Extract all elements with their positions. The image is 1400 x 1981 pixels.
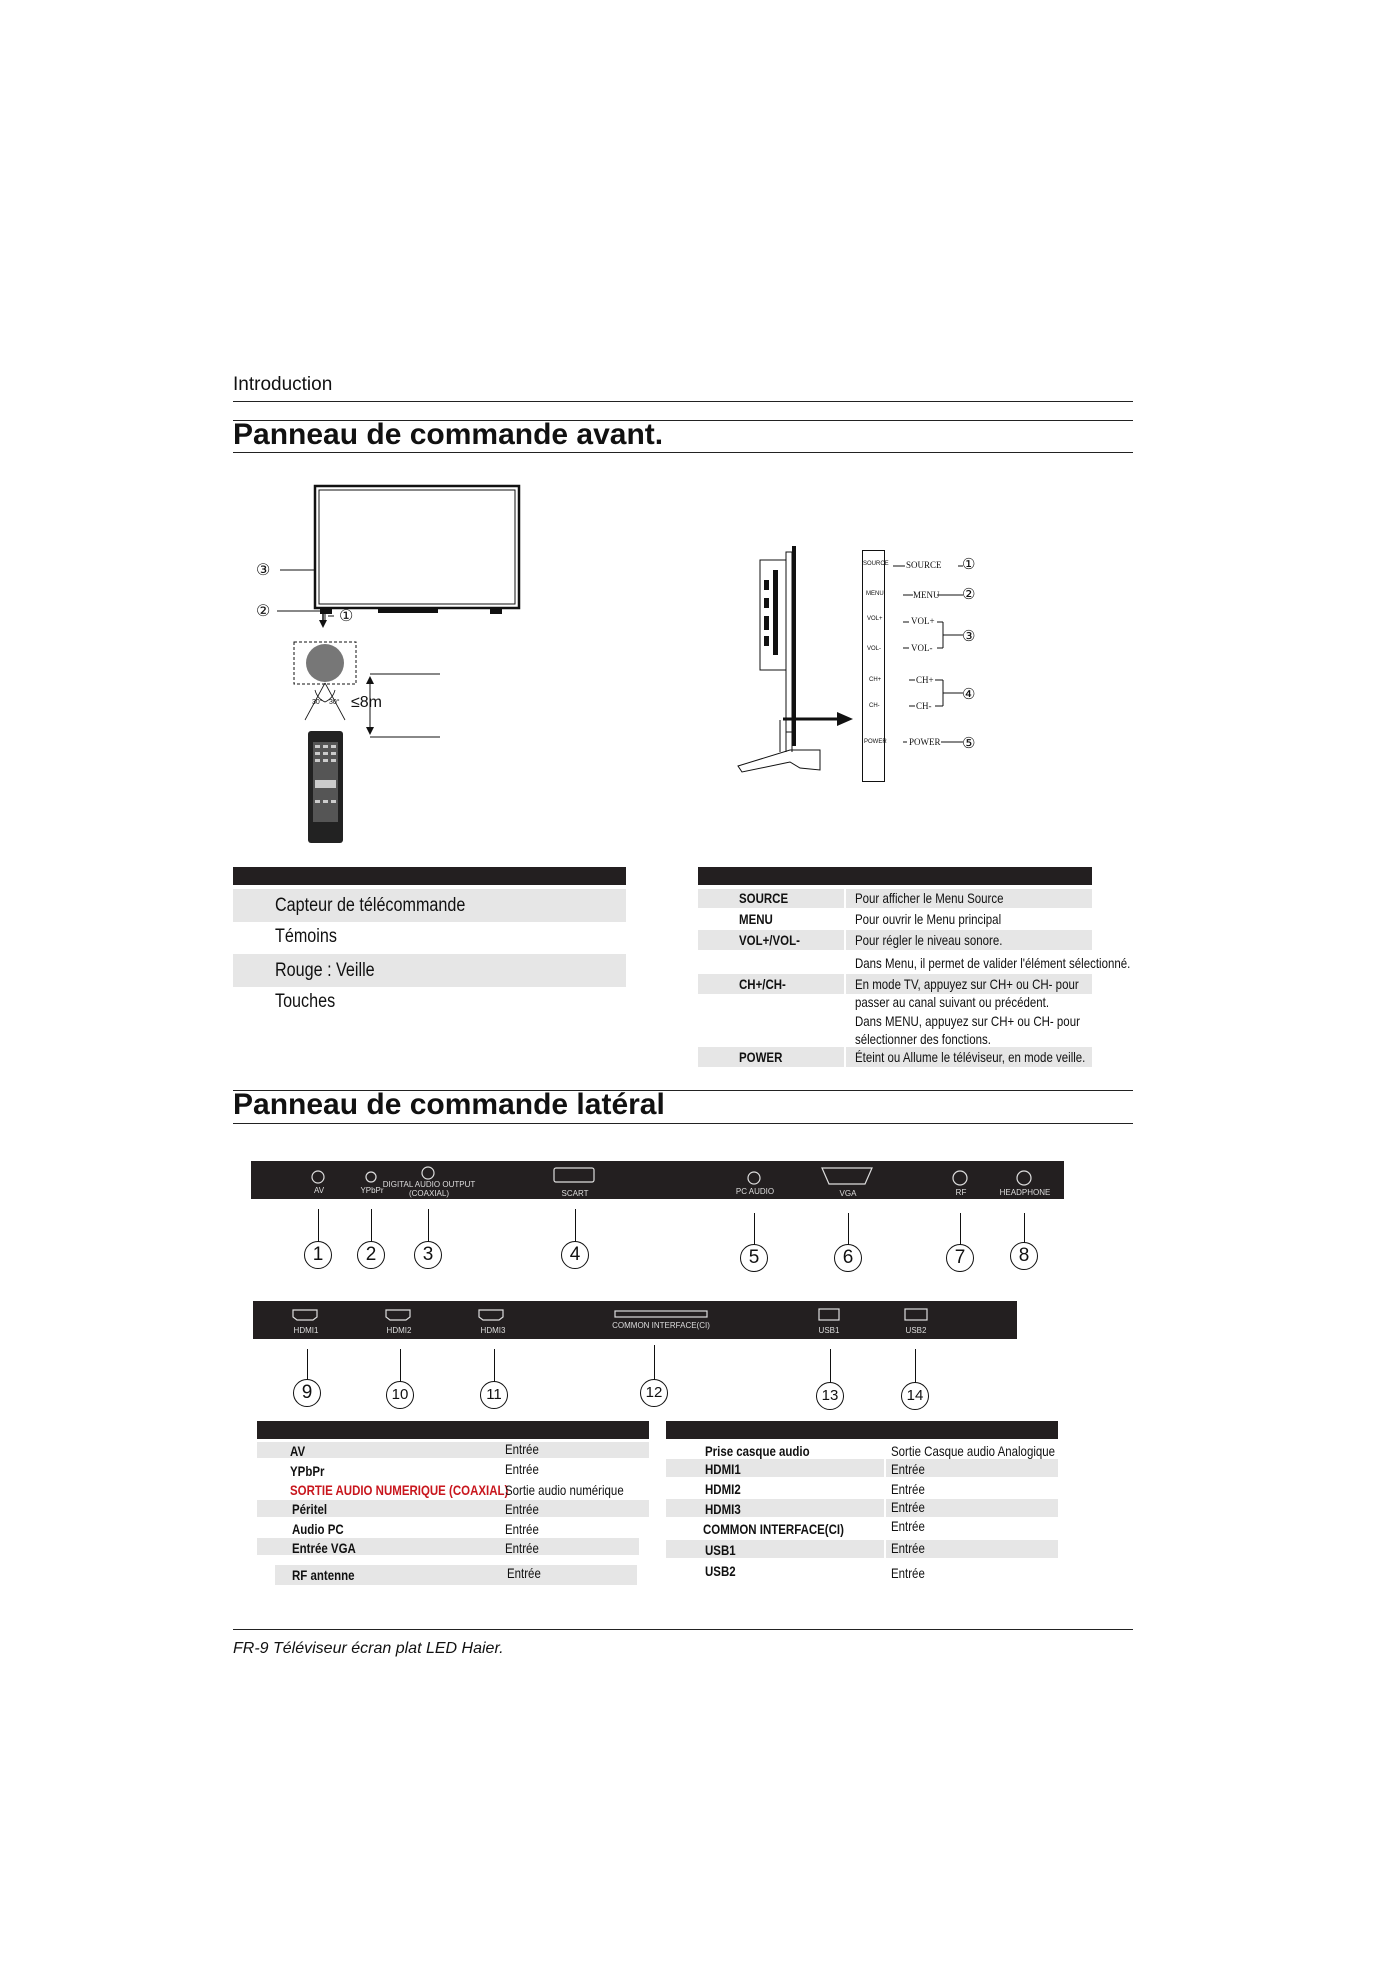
side-desc-hdmi1: Entrée [891, 1461, 925, 1477]
callout-num-5: ⑤ [962, 735, 976, 752]
callout-menu: MENU [913, 590, 940, 600]
desc-power: Éteint ou Allume le téléviseur, en mode veille. [855, 1049, 1086, 1065]
side-callout-lines [893, 556, 993, 756]
leader-10 [400, 1349, 401, 1382]
section-label: Introduction [233, 374, 333, 395]
leader-13 [830, 1349, 831, 1383]
side-key-usb1: USB1 [705, 1542, 736, 1558]
side-key-rf: RF antenne [292, 1567, 355, 1583]
callout-num-4: ④ [962, 686, 976, 703]
callout-num-3: ③ [962, 628, 976, 645]
port-pc-audio: PC AUDIO [735, 1187, 775, 1196]
side-button-vol-down: VOL- [867, 646, 882, 652]
distance-label: ≤8m [351, 694, 383, 711]
callout-ch-down: CH- [916, 701, 932, 711]
front-panel-title: Panneau de commande avant. [233, 418, 664, 451]
key-ch: CH+/CH- [739, 976, 786, 992]
side-key-vga: Entrée VGA [292, 1540, 356, 1556]
side-button-vol-up: VOL+ [867, 616, 883, 622]
leader-4 [575, 1209, 576, 1242]
desc-ch-1: En mode TV, appuyez sur CH+ ou CH- pour [855, 976, 1079, 992]
front-left-table-header [233, 867, 626, 885]
leader-12 [654, 1345, 655, 1380]
side-key-usb2: USB2 [705, 1563, 736, 1579]
side-key-headphone: Prise casque audio [705, 1443, 810, 1459]
tv-front-illustration [240, 480, 540, 860]
title-rule-bottom [233, 452, 1133, 453]
side-key-hdmi1: HDMI1 [705, 1461, 741, 1477]
side-left-table-header [257, 1421, 649, 1439]
page-footer: FR-9 Téléviseur écran plat LED Haier. [233, 1640, 504, 1657]
side-key-hdmi2: HDMI2 [705, 1481, 741, 1497]
connector-panel-top [251, 1161, 1064, 1199]
side-desc-audio-pc: Entrée [505, 1521, 539, 1537]
port-number-14: 14 [901, 1382, 929, 1410]
port-rf: RF [955, 1188, 967, 1197]
front-right-table-header [698, 867, 1092, 885]
side-desc-usb1: Entrée [891, 1540, 925, 1556]
leader-7 [960, 1213, 961, 1245]
front-left-row-1 [233, 889, 626, 922]
side-key-audio-pc: Audio PC [292, 1521, 344, 1537]
port-number-4: 4 [561, 1241, 589, 1269]
port-usb2: USB2 [905, 1326, 927, 1335]
side-right-col-divider [884, 1442, 886, 1582]
side-desc-ypbpr: Entrée [505, 1461, 539, 1477]
port-number-11: 11 [480, 1381, 508, 1409]
header-rule [233, 401, 1133, 402]
side-button-ch-down: CH- [869, 703, 880, 709]
callout-vol-up: VOL+ [911, 616, 935, 626]
side-panel-title: Panneau de commande latéral [233, 1088, 665, 1121]
leader-8 [1024, 1213, 1025, 1243]
port-scart: SCART [561, 1189, 589, 1198]
side-right-table-header [666, 1421, 1058, 1439]
leader-5 [754, 1213, 755, 1245]
front-left-row-3 [233, 954, 626, 987]
callout-num-1: ① [962, 556, 976, 573]
port-ypbpr: YPbPr [360, 1186, 384, 1195]
port-hdmi3: HDMI3 [480, 1326, 506, 1335]
angle-label-left: 30° [312, 699, 323, 706]
front-left-label-3: Rouge : Veille [275, 960, 375, 981]
leader-1 [318, 1209, 319, 1242]
port-number-12: 12 [640, 1379, 668, 1407]
side-button-menu: MENU [866, 591, 884, 597]
front-left-row-2 [233, 922, 626, 952]
port-digital-audio-coaxial: (COAXIAL) [408, 1189, 450, 1198]
port-common-interface: COMMON INTERFACE(CI) [612, 1321, 710, 1330]
side-left-row-av [257, 1442, 649, 1458]
key-menu: MENU [739, 911, 773, 927]
side-key-ypbpr: YPbPr [290, 1463, 325, 1479]
port-vga: VGA [839, 1189, 857, 1198]
desc-ch-3: Dans MENU, appuyez sur CH+ ou CH- pour [855, 1013, 1080, 1029]
front-left-row-4 [233, 988, 626, 1018]
callout-ch-up: CH+ [916, 675, 934, 685]
desc-source: Pour afficher le Menu Source [855, 890, 1004, 906]
port-number-5: 5 [740, 1244, 768, 1272]
callout-3: ③ [256, 562, 271, 579]
port-number-1: 1 [304, 1241, 332, 1269]
port-av: AV [313, 1186, 325, 1195]
port-digital-audio: DIGITAL AUDIO OUTPUT [382, 1180, 476, 1189]
desc-menu: Pour ouvrir le Menu principal [855, 911, 1002, 927]
callout-1: ① [339, 608, 354, 625]
side-button-source: SOURCE [863, 561, 889, 567]
leader-3 [428, 1209, 429, 1242]
side-desc-hdmi2: Entrée [891, 1481, 925, 1497]
port-number-2: 2 [357, 1241, 385, 1269]
port-number-6: 6 [834, 1244, 862, 1272]
port-number-3: 3 [414, 1241, 442, 1269]
side-key-digital-audio: SORTIE AUDIO NUMERIQUE (COAXIAL) [290, 1482, 509, 1498]
port-number-8: 8 [1010, 1242, 1038, 1270]
desc-vol: Pour régler le niveau sonore. [855, 932, 1003, 948]
side-title-rule-bottom [233, 1123, 1133, 1124]
callout-source: SOURCE [906, 560, 942, 570]
footer-rule [233, 1629, 1133, 1630]
port-hdmi1: HDMI1 [293, 1326, 319, 1335]
side-desc-ci: Entrée [891, 1518, 925, 1534]
front-right-col-divider [844, 889, 846, 1067]
leader-2 [371, 1209, 372, 1242]
side-key-ci: COMMON INTERFACE(CI) [703, 1521, 844, 1537]
connector-panel-bottom [253, 1301, 1017, 1339]
desc-menu-validate: Dans Menu, il permet de valider l'élément sélectionné. [855, 955, 1131, 971]
side-key-hdmi3: HDMI3 [705, 1501, 741, 1517]
side-key-av: AV [290, 1443, 306, 1459]
callout-num-2: ② [962, 586, 976, 603]
leader-6 [848, 1213, 849, 1245]
port-number-9: 9 [293, 1379, 321, 1407]
side-desc-rf: Entrée [507, 1565, 541, 1581]
angle-label-right: 30° [329, 699, 340, 706]
leader-9 [307, 1349, 308, 1380]
desc-ch-4: sélectionner des fonctions. [855, 1031, 991, 1047]
side-button-ch-up: CH+ [869, 677, 882, 683]
side-desc-headphone: Sortie Casque audio Analogique [891, 1443, 1056, 1459]
side-desc-hdmi3: Entrée [891, 1499, 925, 1515]
port-hdmi2: HDMI2 [386, 1326, 412, 1335]
port-number-13: 13 [816, 1382, 844, 1410]
side-desc-digital-audio: Sortie audio numérique [505, 1482, 624, 1498]
side-button-column [862, 550, 885, 782]
port-number-7: 7 [946, 1244, 974, 1272]
pointer-arrow [783, 711, 853, 727]
side-desc-usb2: Entrée [891, 1565, 925, 1581]
key-vol: VOL+/VOL- [739, 932, 800, 948]
front-left-label-1: Capteur de télécommande [275, 895, 466, 916]
front-left-label-2: Témoins [275, 926, 337, 947]
front-left-label-4: Touches [275, 991, 336, 1012]
callout-2: ② [256, 603, 271, 620]
side-desc-peritel: Entrée [505, 1501, 539, 1517]
side-button-power: POWER [864, 739, 887, 745]
leader-14 [915, 1349, 916, 1383]
callout-power: POWER [909, 737, 941, 747]
port-number-10: 10 [386, 1381, 414, 1409]
key-source: SOURCE [739, 890, 789, 906]
side-desc-av: Entrée [505, 1441, 539, 1457]
tv-side-illustration [730, 540, 860, 780]
desc-ch-2: passer au canal suivant ou précédent. [855, 994, 1050, 1010]
leader-11 [494, 1349, 495, 1382]
callout-vol-down: VOL- [911, 643, 933, 653]
side-key-peritel: Péritel [292, 1501, 328, 1517]
key-power: POWER [739, 1049, 783, 1065]
port-usb1: USB1 [818, 1326, 840, 1335]
port-headphone: HEADPHONE [999, 1188, 1051, 1197]
side-desc-vga: Entrée [505, 1540, 539, 1556]
